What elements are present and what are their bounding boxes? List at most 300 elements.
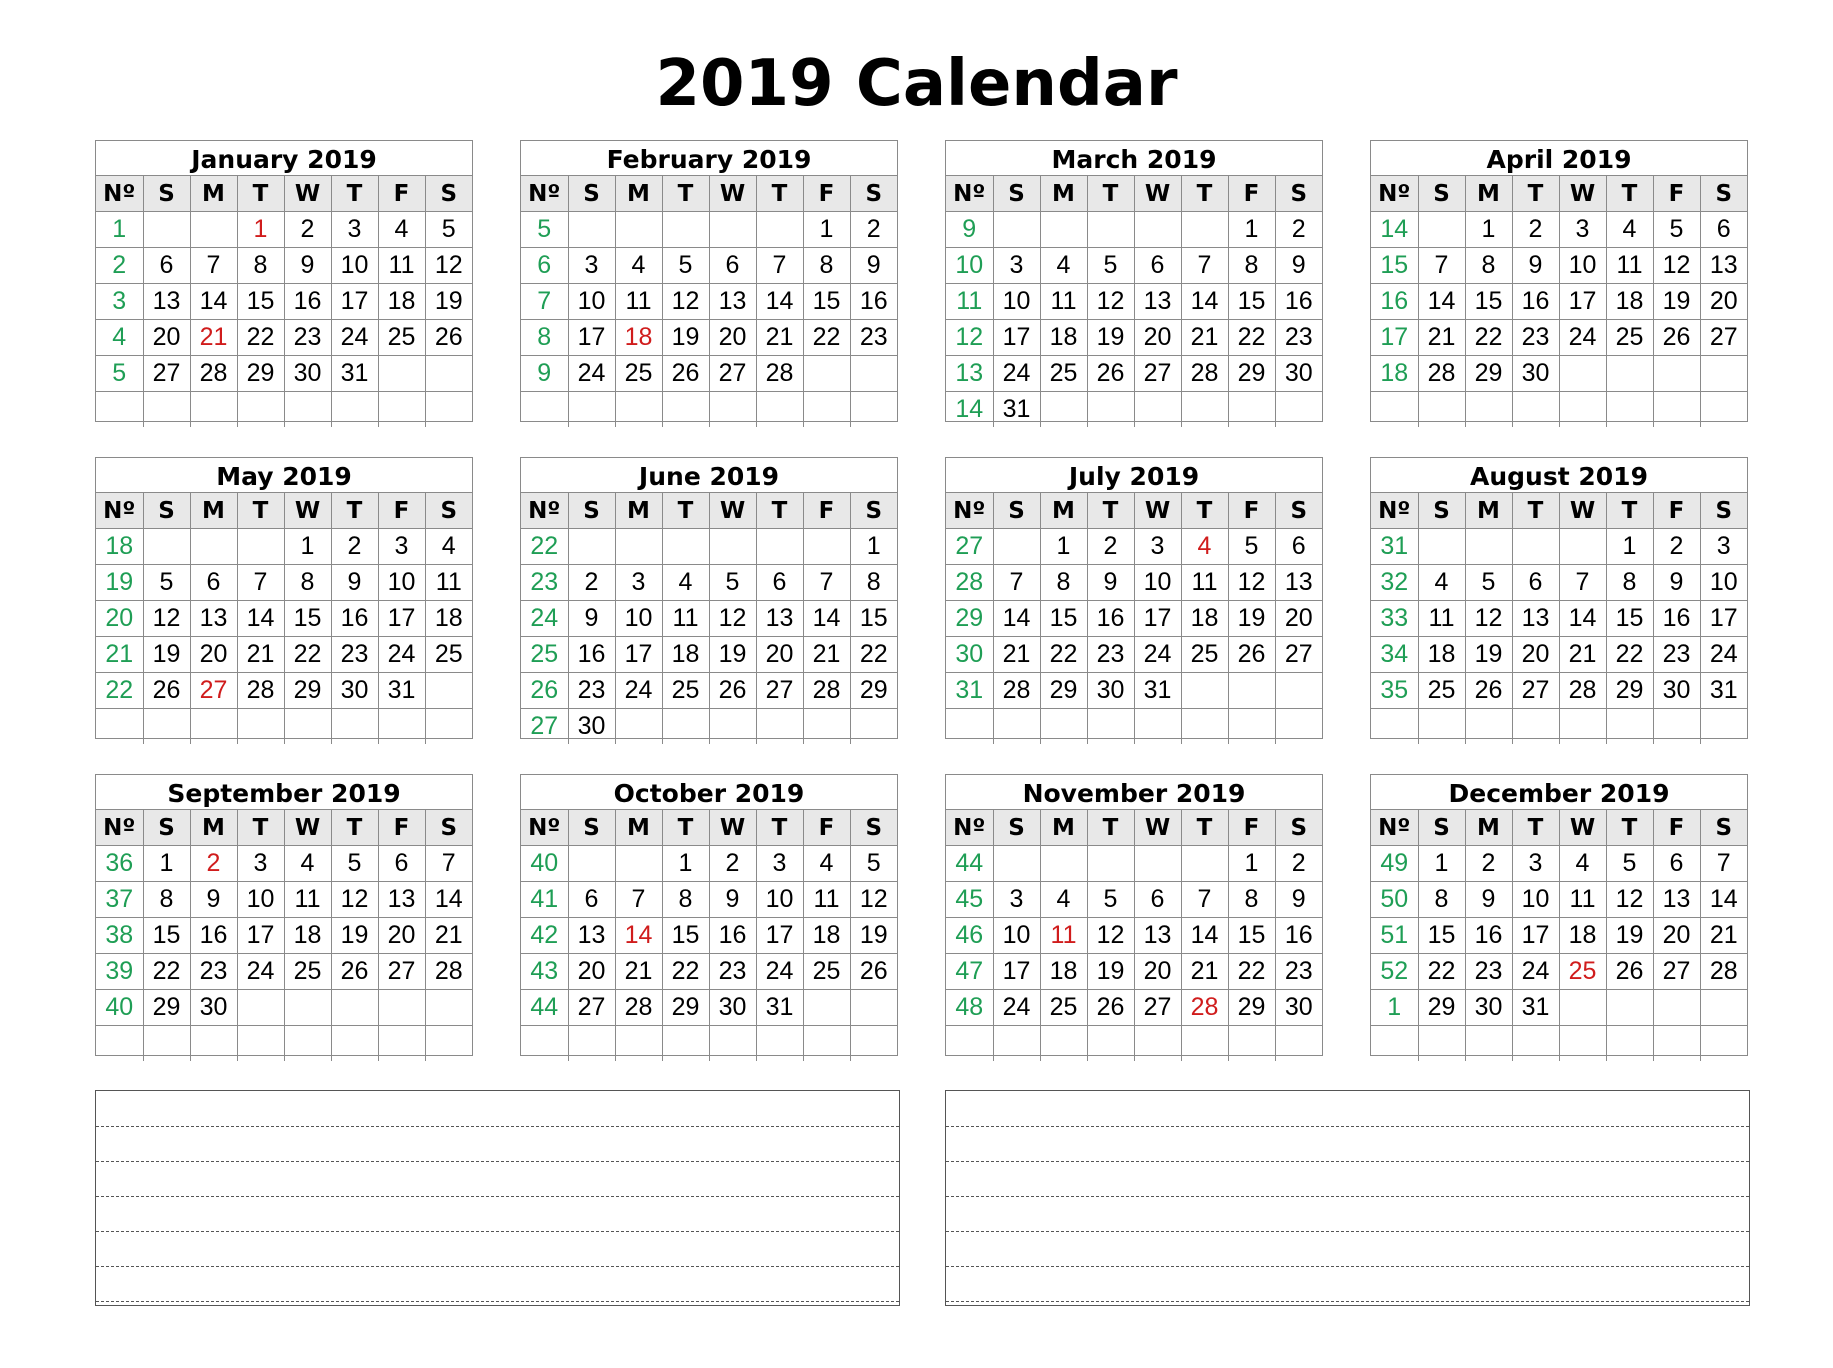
day-cell: 7 (993, 565, 1040, 601)
day-cell: 13 (190, 601, 237, 637)
week-number: 47 (946, 954, 993, 990)
day-cell: 17 (615, 637, 662, 673)
day-cell: 25 (284, 954, 331, 990)
day-cell: 27 (568, 990, 615, 1026)
week-row (1371, 356, 1747, 392)
week-number: 5 (96, 356, 143, 392)
week-number: 27 (946, 529, 993, 565)
weekday-header-row (96, 176, 472, 212)
weekday-header: T (1512, 810, 1559, 846)
weekday-header: S (143, 493, 190, 529)
notes-box-left (95, 1090, 900, 1306)
weekday-header-row (96, 493, 472, 529)
weekday-header: F (378, 493, 425, 529)
day-cell: 24 (1512, 954, 1559, 990)
day-cell: 14 (1559, 601, 1606, 637)
empty-day-cell (1181, 709, 1228, 745)
notes-box-right (945, 1090, 1750, 1306)
day-cell: 21 (615, 954, 662, 990)
day-cell: 23 (1087, 637, 1134, 673)
day-cell: 22 (237, 320, 284, 356)
empty-day-cell (615, 212, 662, 248)
day-cell: 1 (1040, 529, 1087, 565)
weekday-header: S (1700, 493, 1747, 529)
week-number: 7 (521, 284, 568, 320)
holiday-day-cell: 14 (615, 918, 662, 954)
day-cell: 6 (143, 248, 190, 284)
day-cell: 29 (1040, 673, 1087, 709)
empty-day-cell (284, 709, 331, 745)
weekday-header: M (1465, 810, 1512, 846)
weekday-header: W (1559, 493, 1606, 529)
day-cell: 22 (1228, 954, 1275, 990)
weekday-header: T (331, 810, 378, 846)
week-row (96, 954, 472, 990)
week-row (946, 1026, 1322, 1062)
week-row (521, 392, 897, 428)
day-cell: 31 (331, 356, 378, 392)
day-cell: 19 (1228, 601, 1275, 637)
empty-day-cell (190, 392, 237, 428)
empty-day-cell (568, 392, 615, 428)
day-cell: 20 (1653, 918, 1700, 954)
day-cell: 28 (237, 673, 284, 709)
day-cell: 10 (993, 284, 1040, 320)
day-cell: 8 (1228, 882, 1275, 918)
empty-day-cell (850, 990, 897, 1026)
week-row (521, 212, 897, 248)
day-cell: 24 (1700, 637, 1747, 673)
day-cell: 30 (1465, 990, 1512, 1026)
day-cell: 9 (1653, 565, 1700, 601)
weekday-header: T (1087, 493, 1134, 529)
day-cell: 17 (237, 918, 284, 954)
empty-day-cell (1228, 709, 1275, 745)
day-cell: 3 (756, 846, 803, 882)
week-number: 23 (521, 565, 568, 601)
weekday-header: W (1134, 493, 1181, 529)
day-cell: 20 (1134, 954, 1181, 990)
day-cell: 2 (1465, 846, 1512, 882)
empty-day-cell (993, 709, 1040, 745)
day-cell: 6 (190, 565, 237, 601)
day-cell: 17 (1559, 284, 1606, 320)
day-cell: 10 (331, 248, 378, 284)
weekday-header: T (756, 810, 803, 846)
week-number: 26 (521, 673, 568, 709)
empty-day-cell (378, 990, 425, 1026)
day-cell: 24 (568, 356, 615, 392)
day-cell: 30 (568, 709, 615, 745)
day-cell: 2 (284, 212, 331, 248)
week-number: 40 (96, 990, 143, 1026)
day-cell: 23 (568, 673, 615, 709)
empty-day-cell (1275, 392, 1322, 428)
week-row (521, 846, 897, 882)
day-cell: 28 (1181, 356, 1228, 392)
empty-day-cell (756, 1026, 803, 1062)
day-cell: 18 (378, 284, 425, 320)
week-row (521, 1026, 897, 1062)
day-cell: 1 (284, 529, 331, 565)
day-cell: 11 (662, 601, 709, 637)
day-cell: 22 (1040, 637, 1087, 673)
week-row (521, 673, 897, 709)
week-row (96, 565, 472, 601)
day-cell: 24 (378, 637, 425, 673)
empty-day-cell (1087, 1026, 1134, 1062)
week-number (96, 392, 143, 428)
day-cell: 21 (803, 637, 850, 673)
empty-day-cell (1087, 709, 1134, 745)
day-cell: 21 (1418, 320, 1465, 356)
day-cell: 9 (1275, 248, 1322, 284)
day-cell: 17 (1700, 601, 1747, 637)
month-table (96, 493, 472, 744)
day-cell: 30 (1275, 990, 1322, 1026)
month-table (1371, 810, 1747, 1061)
day-cell: 22 (284, 637, 331, 673)
day-cell: 2 (1512, 212, 1559, 248)
week-number: 45 (946, 882, 993, 918)
day-cell: 1 (1418, 846, 1465, 882)
weekday-header: F (1228, 810, 1275, 846)
day-cell: 10 (1559, 248, 1606, 284)
weekday-header: T (237, 493, 284, 529)
week-number: 19 (96, 565, 143, 601)
day-cell: 30 (190, 990, 237, 1026)
day-cell: 15 (1606, 601, 1653, 637)
day-cell: 21 (237, 637, 284, 673)
day-cell: 3 (331, 212, 378, 248)
week-row (521, 709, 897, 745)
day-cell: 28 (803, 673, 850, 709)
week-number: 18 (1371, 356, 1418, 392)
weekday-header-row (96, 810, 472, 846)
day-cell: 16 (284, 284, 331, 320)
weekday-header: T (237, 810, 284, 846)
day-cell: 7 (756, 248, 803, 284)
month-calendar (520, 140, 898, 422)
day-cell: 17 (993, 320, 1040, 356)
note-line (946, 1161, 1749, 1162)
day-cell: 4 (662, 565, 709, 601)
empty-day-cell (803, 709, 850, 745)
day-cell: 25 (615, 356, 662, 392)
empty-day-cell (1606, 1026, 1653, 1062)
week-row (96, 529, 472, 565)
holiday-day-cell: 4 (1181, 529, 1228, 565)
day-cell: 20 (1275, 601, 1322, 637)
day-cell: 31 (1700, 673, 1747, 709)
day-cell: 7 (237, 565, 284, 601)
empty-day-cell (1559, 529, 1606, 565)
month-table (521, 810, 897, 1061)
weekday-header: S (568, 493, 615, 529)
empty-day-cell (756, 212, 803, 248)
day-cell: 7 (1559, 565, 1606, 601)
empty-day-cell (662, 1026, 709, 1062)
day-cell: 23 (284, 320, 331, 356)
weekday-header: T (1087, 176, 1134, 212)
empty-day-cell (1134, 709, 1181, 745)
day-cell: 11 (1418, 601, 1465, 637)
day-cell: 1 (850, 529, 897, 565)
empty-day-cell (1512, 709, 1559, 745)
day-cell: 16 (190, 918, 237, 954)
week-number: 52 (1371, 954, 1418, 990)
day-cell: 28 (425, 954, 472, 990)
empty-day-cell (1134, 212, 1181, 248)
holiday-day-cell: 21 (190, 320, 237, 356)
week-number: 49 (1371, 846, 1418, 882)
weekday-header: T (756, 493, 803, 529)
day-cell: 24 (756, 954, 803, 990)
month-title: February 2019 (521, 141, 897, 176)
empty-day-cell (1228, 1026, 1275, 1062)
empty-day-cell (190, 212, 237, 248)
day-cell: 5 (1087, 882, 1134, 918)
week-row (521, 990, 897, 1026)
day-cell: 5 (1653, 212, 1700, 248)
month-title: September 2019 (96, 775, 472, 810)
day-cell: 17 (756, 918, 803, 954)
empty-day-cell (1559, 356, 1606, 392)
empty-day-cell (1275, 1026, 1322, 1062)
day-cell: 19 (1087, 954, 1134, 990)
day-cell: 28 (993, 673, 1040, 709)
day-cell: 18 (425, 601, 472, 637)
week-number: 37 (96, 882, 143, 918)
empty-day-cell (1512, 1026, 1559, 1062)
day-cell: 27 (1512, 673, 1559, 709)
week-number: 41 (521, 882, 568, 918)
day-cell: 19 (709, 637, 756, 673)
week-number: 16 (1371, 284, 1418, 320)
month-calendar (945, 457, 1323, 739)
day-cell: 17 (1134, 601, 1181, 637)
empty-day-cell (378, 356, 425, 392)
week-row (1371, 248, 1747, 284)
empty-day-cell (850, 1026, 897, 1062)
day-cell: 15 (143, 918, 190, 954)
day-cell: 2 (709, 846, 756, 882)
day-cell: 30 (284, 356, 331, 392)
day-cell: 5 (1228, 529, 1275, 565)
week-row (96, 356, 472, 392)
month-title: March 2019 (946, 141, 1322, 176)
day-cell: 8 (1465, 248, 1512, 284)
week-number: 42 (521, 918, 568, 954)
empty-day-cell (1653, 356, 1700, 392)
day-cell: 12 (425, 248, 472, 284)
month-table (96, 810, 472, 1061)
week-row (946, 212, 1322, 248)
weekday-header: W (1134, 176, 1181, 212)
month-title: July 2019 (946, 458, 1322, 493)
day-cell: 6 (1134, 882, 1181, 918)
empty-day-cell (615, 529, 662, 565)
day-cell: 17 (993, 954, 1040, 990)
day-cell: 26 (1606, 954, 1653, 990)
day-cell: 27 (709, 356, 756, 392)
empty-day-cell (1228, 673, 1275, 709)
day-cell: 19 (1465, 637, 1512, 673)
day-cell: 25 (1040, 990, 1087, 1026)
weekday-header: W (1134, 810, 1181, 846)
week-number-header: Nº (521, 810, 568, 846)
day-cell: 16 (331, 601, 378, 637)
empty-day-cell (1040, 846, 1087, 882)
empty-day-cell (1465, 1026, 1512, 1062)
week-row (96, 212, 472, 248)
day-cell: 7 (1418, 248, 1465, 284)
day-cell: 29 (1606, 673, 1653, 709)
day-cell: 1 (662, 846, 709, 882)
week-row (521, 284, 897, 320)
month-table (96, 176, 472, 427)
month-title: October 2019 (521, 775, 897, 810)
empty-day-cell (237, 529, 284, 565)
weekday-header: S (850, 176, 897, 212)
day-cell: 10 (1512, 882, 1559, 918)
week-number (96, 709, 143, 745)
day-cell: 13 (143, 284, 190, 320)
empty-day-cell (756, 392, 803, 428)
day-cell: 12 (1465, 601, 1512, 637)
day-cell: 11 (615, 284, 662, 320)
weekday-header: F (378, 810, 425, 846)
empty-day-cell (1700, 392, 1747, 428)
day-cell: 11 (378, 248, 425, 284)
day-cell: 15 (1228, 284, 1275, 320)
empty-day-cell (190, 709, 237, 745)
day-cell: 12 (1087, 284, 1134, 320)
day-cell: 3 (1559, 212, 1606, 248)
day-cell: 13 (756, 601, 803, 637)
day-cell: 10 (1134, 565, 1181, 601)
week-row (946, 709, 1322, 745)
empty-day-cell (568, 1026, 615, 1062)
weekday-header: T (1606, 176, 1653, 212)
week-number: 24 (521, 601, 568, 637)
weekday-header: M (615, 493, 662, 529)
day-cell: 15 (237, 284, 284, 320)
weekday-header: S (1275, 810, 1322, 846)
week-row (946, 392, 1322, 428)
empty-day-cell (803, 356, 850, 392)
month-table (521, 493, 897, 744)
day-cell: 22 (662, 954, 709, 990)
weekday-header: S (993, 810, 1040, 846)
empty-day-cell (378, 1026, 425, 1062)
day-cell: 12 (709, 601, 756, 637)
month-title: August 2019 (1371, 458, 1747, 493)
week-number-header: Nº (946, 493, 993, 529)
week-number: 30 (946, 637, 993, 673)
empty-day-cell (1653, 990, 1700, 1026)
weekday-header: W (284, 176, 331, 212)
week-number: 38 (96, 918, 143, 954)
empty-day-cell (993, 846, 1040, 882)
empty-day-cell (568, 529, 615, 565)
day-cell: 7 (1181, 248, 1228, 284)
week-number-header: Nº (96, 810, 143, 846)
weekday-header: W (709, 493, 756, 529)
weekday-header: M (1040, 810, 1087, 846)
note-line (96, 1266, 899, 1267)
week-number: 40 (521, 846, 568, 882)
day-cell: 23 (709, 954, 756, 990)
weekday-header: T (662, 493, 709, 529)
day-cell: 23 (1653, 637, 1700, 673)
month-calendar (945, 774, 1323, 1056)
day-cell: 11 (425, 565, 472, 601)
weekday-header: S (850, 810, 897, 846)
week-row (946, 918, 1322, 954)
day-cell: 24 (615, 673, 662, 709)
day-cell: 4 (284, 846, 331, 882)
day-cell: 18 (1040, 320, 1087, 356)
day-cell: 2 (568, 565, 615, 601)
day-cell: 26 (1228, 637, 1275, 673)
day-cell: 12 (331, 882, 378, 918)
empty-day-cell (615, 1026, 662, 1062)
week-row (1371, 601, 1747, 637)
empty-day-cell (284, 1026, 331, 1062)
empty-day-cell (615, 392, 662, 428)
week-row (1371, 846, 1747, 882)
day-cell: 9 (1465, 882, 1512, 918)
day-cell: 4 (615, 248, 662, 284)
day-cell: 3 (993, 248, 1040, 284)
week-row (96, 709, 472, 745)
day-cell: 2 (1275, 846, 1322, 882)
day-cell: 27 (756, 673, 803, 709)
day-cell: 23 (850, 320, 897, 356)
note-line (96, 1126, 899, 1127)
day-cell: 16 (1275, 918, 1322, 954)
day-cell: 8 (1606, 565, 1653, 601)
week-row (1371, 709, 1747, 745)
week-number-header: Nº (96, 493, 143, 529)
day-cell: 3 (1134, 529, 1181, 565)
day-cell: 27 (1653, 954, 1700, 990)
empty-day-cell (331, 990, 378, 1026)
month-calendar (95, 140, 473, 422)
week-number: 15 (1371, 248, 1418, 284)
empty-day-cell (803, 1026, 850, 1062)
note-line (96, 1301, 899, 1302)
week-row (946, 565, 1322, 601)
day-cell: 27 (1275, 637, 1322, 673)
day-cell: 29 (143, 990, 190, 1026)
day-cell: 3 (615, 565, 662, 601)
day-cell: 13 (1512, 601, 1559, 637)
weekday-header: T (662, 810, 709, 846)
day-cell: 28 (1559, 673, 1606, 709)
weekday-header: M (190, 493, 237, 529)
week-row (1371, 284, 1747, 320)
month-table (521, 176, 897, 427)
day-cell: 18 (1040, 954, 1087, 990)
week-number: 9 (946, 212, 993, 248)
day-cell: 25 (1040, 356, 1087, 392)
week-number-header: Nº (96, 176, 143, 212)
empty-day-cell (378, 392, 425, 428)
empty-day-cell (662, 392, 709, 428)
day-cell: 26 (662, 356, 709, 392)
